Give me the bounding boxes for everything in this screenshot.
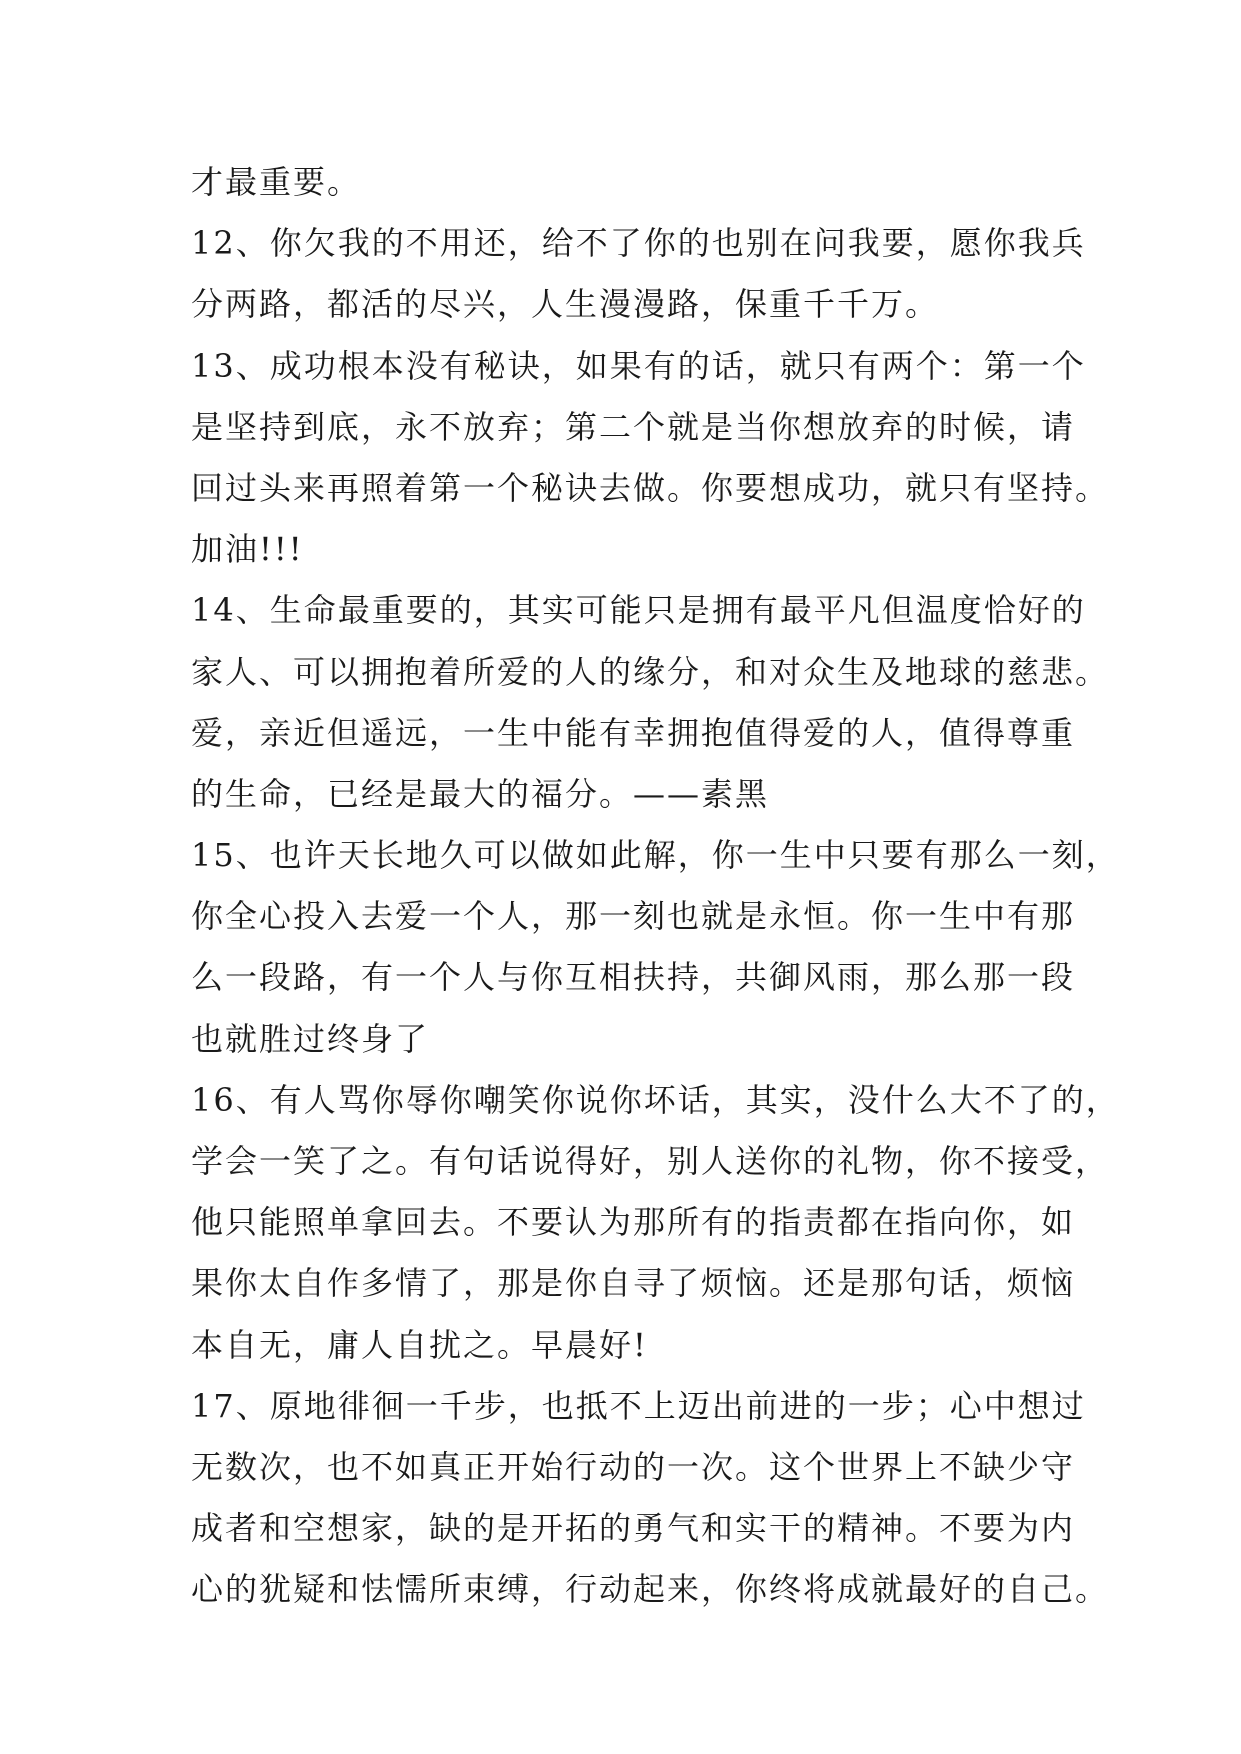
text-line: 15、也许天长地久可以做如此解，你一生中只要有那么一刻， xyxy=(191,836,1120,875)
text-line: 14、生命最重要的，其实可能只是拥有最平凡但温度恰好的 xyxy=(191,591,1086,630)
text-line: 爱，亲近但遥远，一生中能有幸拥抱值得爱的人，值得尊重 xyxy=(191,713,1076,752)
text-line: 也就胜过终身了 xyxy=(191,1019,430,1058)
text-line: 成者和空想家，缺的是开拓的勇气和实干的精神。不要为内 xyxy=(191,1509,1076,1548)
text-line: 么一段路，有一个人与你互相扶持，共御风雨，那么那一段 xyxy=(191,958,1076,997)
text-line: 13、成功根本没有秘诀，如果有的话，就只有两个：第一个 xyxy=(191,346,1086,385)
text-line: 无数次，也不如真正开始行动的一次。这个世界上不缺少守 xyxy=(191,1447,1076,1486)
text-line: 家人、可以拥抱着所爱的人的缘分，和对众生及地球的慈悲。 xyxy=(191,652,1110,691)
text-line: 回过头来再照着第一个秘诀去做。你要想成功，就只有坚持。 xyxy=(191,468,1110,507)
text-line: 的生命，已经是最大的福分。——素黑 xyxy=(191,774,770,813)
text-line: 分两路，都活的尽兴，人生漫漫路，保重千千万。 xyxy=(191,285,940,324)
text-line: 是坚持到底，永不放弃；第二个就是当你想放弃的时候，请 xyxy=(191,407,1076,446)
document-body xyxy=(191,152,1120,1621)
text-line: 加油!!! xyxy=(191,530,304,569)
text-line: 心的犹疑和怯懦所束缚，行动起来，你终将成就最好的自己。 xyxy=(191,1570,1110,1609)
text-line: 17、原地徘徊一千步，也抵不上迈出前进的一步；心中想过 xyxy=(191,1386,1086,1425)
text-line: 学会一笑了之。有句话说得好，别人送你的礼物，你不接受， xyxy=(191,1142,1110,1180)
text-line: 他只能照单拿回去。不要认为那所有的指责都在指向你，如 xyxy=(191,1203,1076,1242)
text-line: 本自无，庸人自扰之。早晨好! xyxy=(191,1325,648,1364)
text-line: 果你太自作多情了，那是你自寻了烦恼。还是那句话，烦恼 xyxy=(191,1264,1076,1303)
text-line: 你全心投入去爱一个人，那一刻也就是永恒。你一生中有那 xyxy=(191,897,1076,936)
text-line: 12、你欠我的不用还，给不了你的也别在问我要，愿你我兵 xyxy=(191,224,1086,263)
text-line: 才最重要。 xyxy=(191,163,362,201)
text-line: 16、有人骂你辱你嘲笑你说你坏话，其实，没什么大不了的， xyxy=(191,1080,1120,1119)
